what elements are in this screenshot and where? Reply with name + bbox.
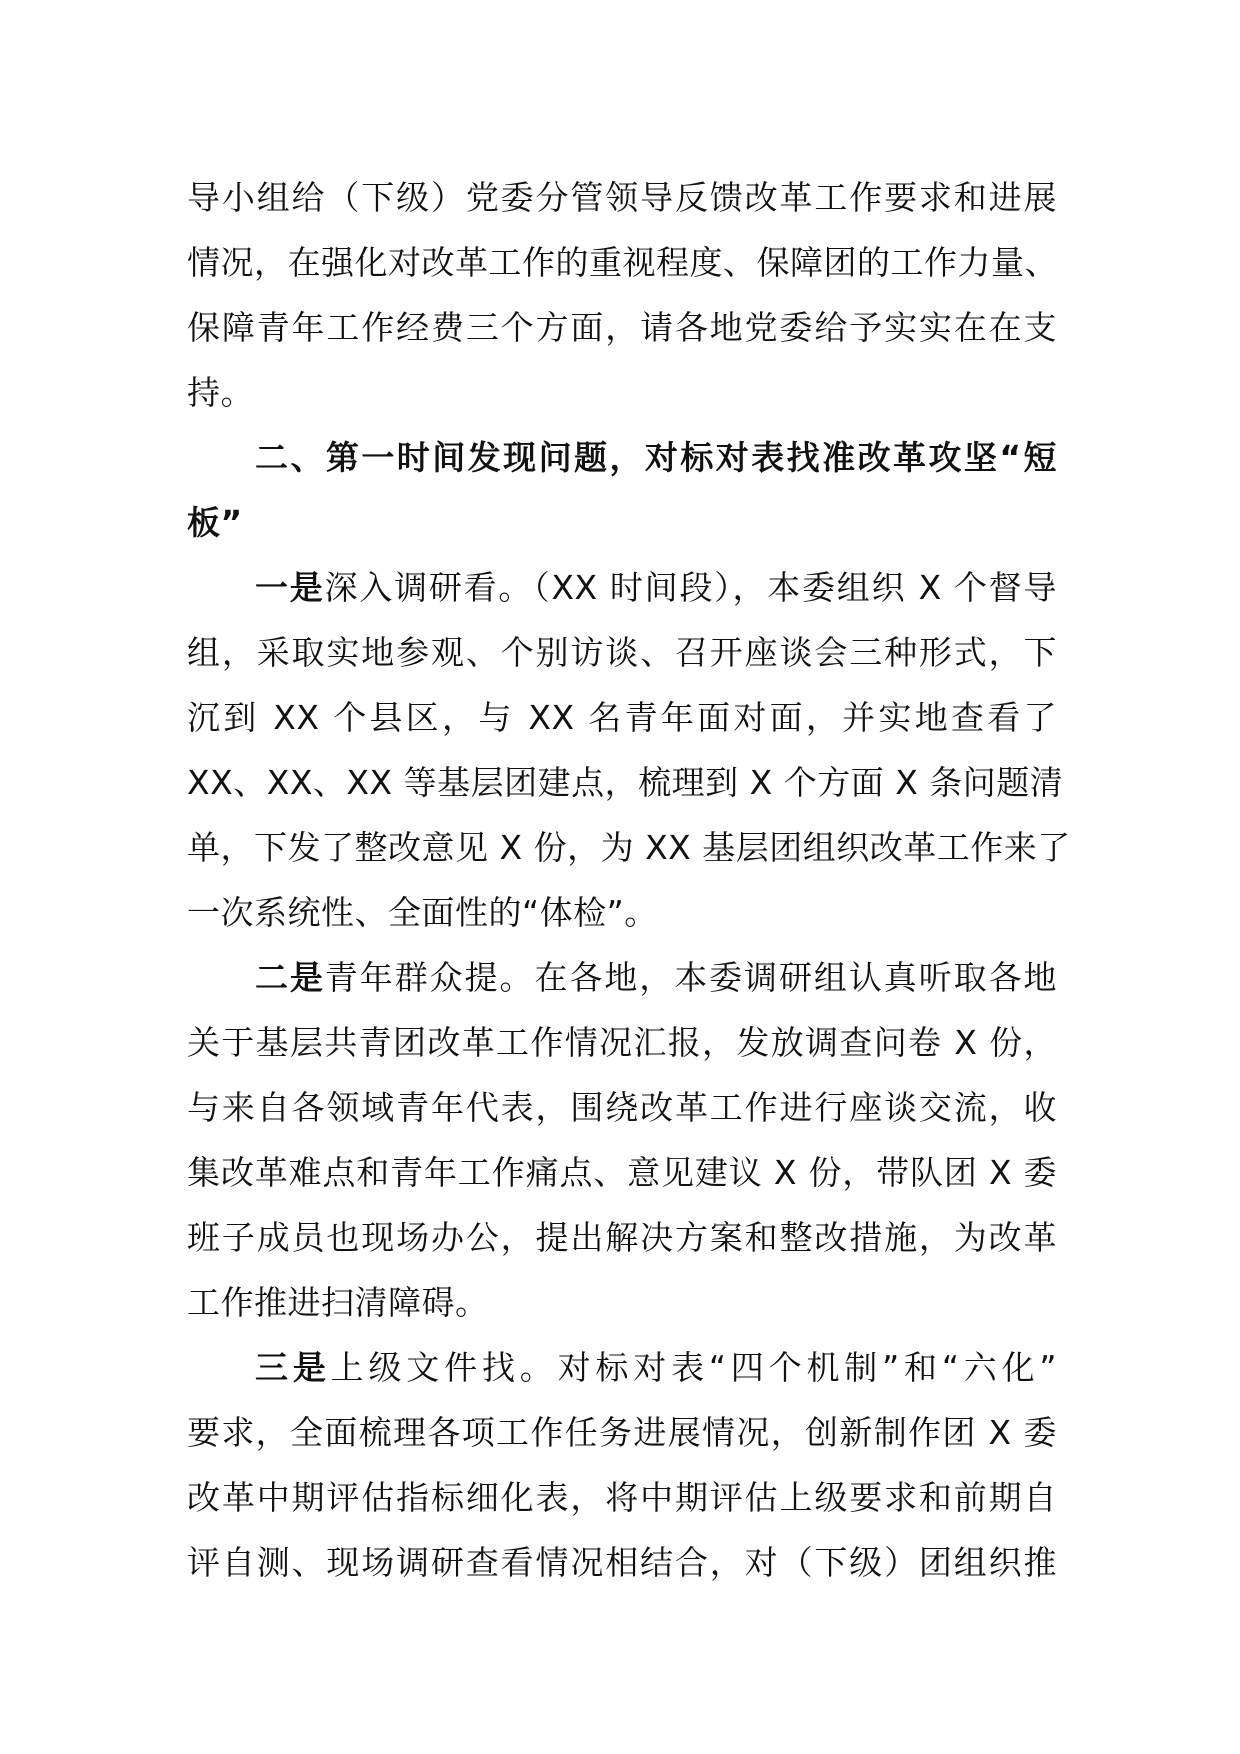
text-line: 与来自各领域青年代表，围绕改革工作进行座谈交流，收 [187, 1088, 1057, 1127]
text-line: 导小组给（下级）党委分管领导反馈改革工作要求和进展 [187, 178, 1057, 217]
text-line: 单，下发了整改意见 X 份，为 XX 基层团组织改革工作来了 [187, 828, 1071, 867]
text-line: 集改革难点和青年工作痛点、意见建议 X 份，带队团 X 委 [187, 1153, 1057, 1192]
paragraph-lead-text: 深入调研看。（XX 时间段），本委组织 X 个督导 [324, 568, 1058, 607]
paragraph-lead-label: 三是 [255, 1348, 331, 1387]
text-line: 情况，在强化对改革工作的重视程度、保障团的工作力量、 [187, 243, 1058, 282]
section-heading-continued: 板” [187, 503, 243, 542]
text-line: 评自测、现场调研查看情况相结合，对（下级）团组织推 [187, 1543, 1057, 1582]
text-line: 改革中期评估指标细化表，将中期评估上级要求和前期自 [187, 1478, 1057, 1517]
text-line: 一次系统性、全面性的“体检”。 [187, 893, 658, 932]
text-line: 持。 [187, 373, 254, 412]
paragraph-lead-label: 二是 [255, 958, 325, 997]
paragraph-lead-text: 上级文件找。对标对表“四个机制”和“六化” [330, 1348, 1058, 1387]
text-line: 要求，全面梳理各项工作任务进展情况，创新制作团 X 委 [187, 1413, 1057, 1452]
paragraph-lead-text: 青年群众提。在各地，本委调研组认真听取各地 [324, 958, 1058, 997]
paragraph-three-line [187, 1335, 1057, 1400]
text-line: 班子成员也现场办公，提出解决方案和整改措施，为改革 [187, 1218, 1057, 1257]
paragraph-two-line [187, 945, 1057, 1010]
text-line: 保障青年工作经费三个方面，请各地党委给予实实在在支 [187, 308, 1057, 347]
text-line: 组，采取实地参观、个别访谈、召开座谈会三种形式，下 [187, 633, 1057, 672]
text-line: 关于基层共青团改革工作情况汇报，发放调查问卷 X 份， [187, 1023, 1057, 1062]
text-line: 沉到 XX 个县区，与 XX 名青年面对面，并实地查看了 [187, 698, 1057, 737]
section-heading: 二、第一时间发现问题，对标对表找准改革攻坚“短 [255, 438, 1057, 477]
paragraph-one-line [187, 555, 1057, 620]
paragraph-lead-label: 一是 [255, 568, 325, 607]
text-line: 工作推进扫清障碍。 [187, 1283, 489, 1322]
document-body [187, 165, 1071, 1595]
text-line: XX、XX、XX 等基层团建点，梳理到 X 个方面 X 条问题清 [187, 763, 1064, 802]
